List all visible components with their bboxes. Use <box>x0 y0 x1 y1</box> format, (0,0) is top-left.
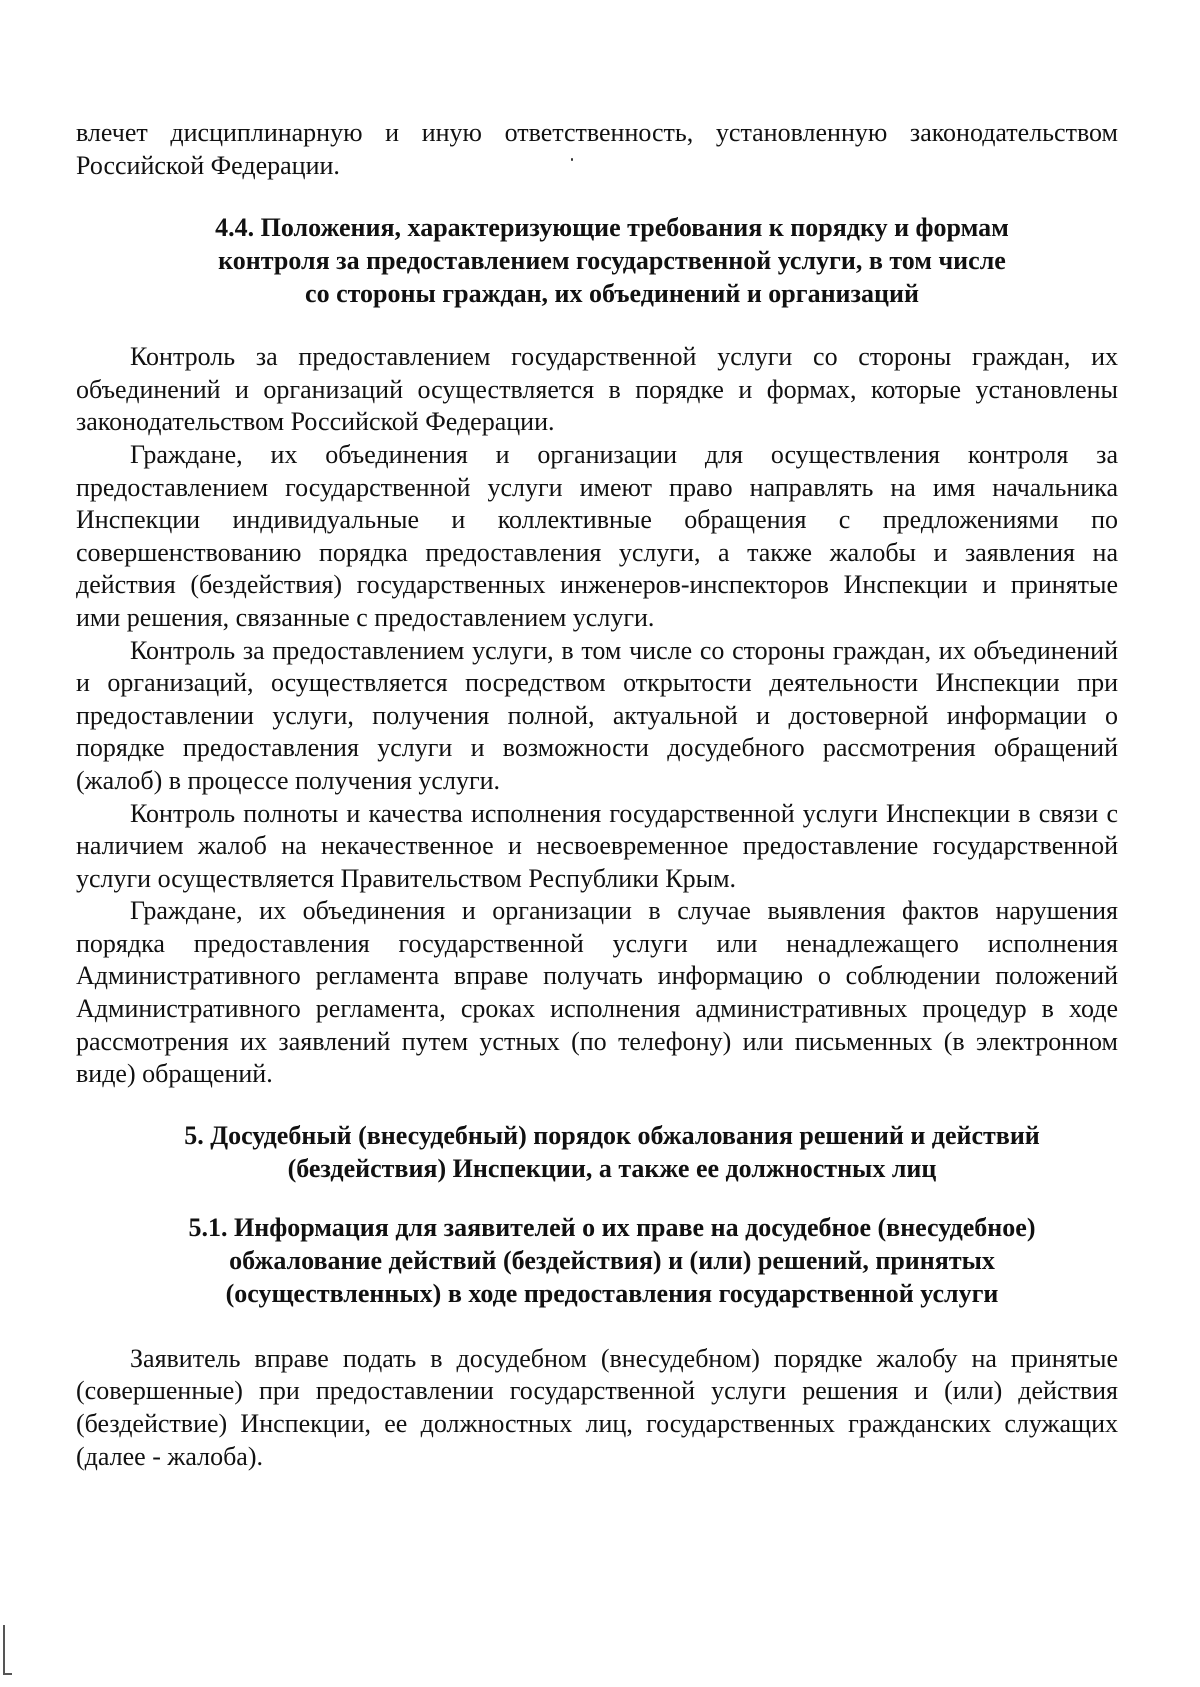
section-5-1-body <box>76 1343 1118 1473</box>
heading-line: обжалование действий (бездействия) и (или) решений, принятых <box>229 1245 995 1275</box>
heading-line: контроля за предоставлением государственной услуги, в том числе <box>218 246 1006 276</box>
paragraph: Контроль за предоставлением услуги, в том числе со стороны граждан, их объединений и организаций, осуществляется посредством открытости деятельности Инспекции при предоставлении услуги, получения полной, актуальной и достоверной информации о порядке предоставления услуги и возможности досудебного рассмотрения обращений (жалоб) в процессе получения услуги. <box>76 635 1118 795</box>
heading-line: 5.1. Информация для заявителей о их праве на досудебное (внесудебное) <box>188 1212 1036 1242</box>
paragraph: Контроль за предоставлением государственной услуги со стороны граждан, их объединений и организаций осуществляется в порядке и формах, которые установлены законодательством Российской Федерации. <box>76 342 1118 437</box>
heading-line: 5. Досудебный (внесудебный) порядок обжалования решений и действий <box>184 1120 1040 1150</box>
section-5-heading <box>106 1119 1118 1185</box>
heading-line: 4.4. Положения, характеризующие требования к порядку и формам <box>215 213 1009 243</box>
paragraph: Контроль полноты и качества исполнения государственной услуги Инспекции в связи с наличием жалоб на некачественное и несвоевременное предоставление государственной услуги осуществляется Правительством Республики Крым. <box>76 798 1118 893</box>
paragraph: Граждане, их объединения и организации для осуществления контроля за предоставлением государственной услуги имеют право направлять на имя начальника Инспекции индивидуальные и коллективные обращения с предложениями по совершенствованию порядка предоставления услуги, а также жалобы и заявления на действия (бездействия) государственных инженеров-инспекторов Инспекции и принятые ими решения, связанные с предоставлением услуги. <box>76 439 1118 632</box>
section-4-4-heading <box>106 211 1118 310</box>
paragraph: Граждане, их объединения и организации в случае выявления фактов нарушения порядка предоставления государственной услуги или ненадлежащего исполнения Административного регламента вправе получать информацию о соблюдении положений Административного регламента, сроках исполнения административных процедур в ходе рассмотрения их заявлений путем устных (по телефону) или письменных (в электронном виде) обращений. <box>76 896 1118 1089</box>
scan-edge-tick <box>3 1673 12 1675</box>
heading-line: (бездействия) Инспекции, а также ее должностных лиц <box>287 1153 937 1183</box>
paragraph: Заявитель вправе подать в досудебном (внесудебном) порядке жалобу на принятые (совершенные) при предоставлении государственной услуги решения и (или) действия (бездействие) Инспекции, ее должностных лиц, государственных гражданских служащих (далее - жалоба). <box>76 1343 1118 1471</box>
document-body <box>76 117 1118 1473</box>
scan-edge-mark <box>3 1625 5 1675</box>
heading-line: со стороны граждан, их объединений и организаций <box>305 279 919 309</box>
intro-paragraph: влечет дисциплинарную и иную ответственность, установленную законодательством Российской Федерации. <box>76 118 1118 180</box>
section-5-1-heading <box>106 1211 1118 1310</box>
heading-line: (осуществленных) в ходе предоставления государственной услуги <box>225 1278 999 1308</box>
section-4-4-body <box>76 341 1118 1091</box>
